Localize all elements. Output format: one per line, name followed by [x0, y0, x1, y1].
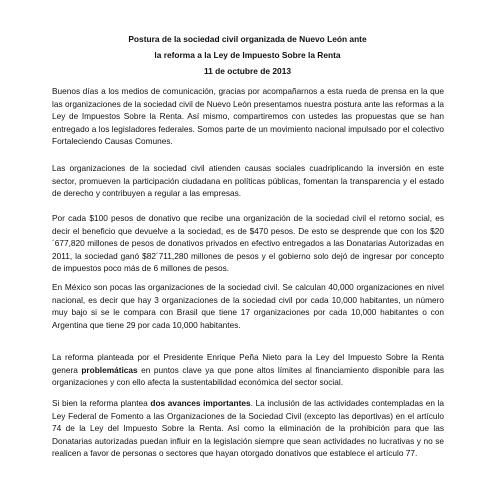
paragraph-text: Si bien la reforma plantea [52, 398, 151, 408]
paragraph-social-causes: Las organizaciones de la sociedad civil atienden causas sociales cuadriplicando la inversión en este sector, promueven la participación ciudadana en políticas públicas, fomentan la transparencia y el estado de derecho y contribuyen a regular a las empresas. [52, 163, 444, 199]
paragraph-text: La reforma planteada por el Presidente Enrique Peña Nieto para la Ley del Impuesto Sobre la Renta genera [52, 352, 444, 375]
paragraph-text: en puntos clave ya que pone altos límites al financiamiento disponible para las organizaciones y con ello afecta la sustentabilidad económica del sector social. [52, 364, 444, 388]
paragraph-text: . La inclusión de las actividades contempladas en la Ley Federal de Fomento a las Organizaciones de la Sociedad Civil (excepto las deportivas) en el artículo 74 de la Ley del Impuesto Sobre la Renta. Así como la eliminación de la prohibición para que las Donatarias autorizadas puedan influir en la legislación siempre que sean actividades no lucrativas y no se realicen a favor de personas o sectores que hayan otorgado donativos que establece el artículo 77. [52, 398, 444, 459]
emphasis-text: dos avances importantes [150, 398, 251, 408]
paragraph-reform-advances [52, 397, 444, 460]
document-title-line-2: la reforma a la Ley de Impuesto Sobre la Renta [154, 50, 341, 60]
paragraph-organization-count: En México son pocas las organizaciones de la sociedad civil. Se calculan 40,000 organizaciones en nivel nacional, es decir que hay 3 organizaciones de la sociedad civil por cada 10,000 habitantes, un número muy bajo si se le compara con Brasil que tiene 17 organizaciones por cada 10,000 habitantes o con Argentina que tiene 29 por cada 10,000 habitantes. [52, 282, 444, 330]
emphasis-text: problemáticas [81, 364, 138, 375]
document-title-line-1: Postura de la sociedad civil organizada de Nuevo León ante [128, 34, 367, 44]
paragraph-social-return: Por cada $100 pesos de donativo que recibe una organización de la sociedad civil el retorno social, es decir el beneficio que devuelve a la sociedad, es de $470 pesos. De esto se desprende que con los $20´677,820 millones de pesos de donativos privados en efectivo entregados a las Donatarias Autorizadas en 2011, la sociedad ganó $82´711,280 millones de pesos y el gobierno solo dejó de ingresar por concepto de impuestos poco más de 6 millones de pesos. [52, 213, 444, 274]
paragraph-reform-problems [52, 351, 444, 389]
document-date: 11 de octubre de 2013 [203, 66, 292, 76]
paragraph-introduction: Buenos días a los medios de comunicación, gracias por acompañarnos a esta rueda de prensa en la que las organizaciones de la sociedad civil de Nuevo León presentamos nuestra postura ante las reformas a la Ley de Impuestos Sobre la Renta. Así mismo, compartiremos con ustedes las propuestas que se han entregado a los legisladores federales. Somos parte de un movimiento nacional impulsado por el colectivo Fortaleciendo Causas Comunes. [52, 86, 444, 147]
